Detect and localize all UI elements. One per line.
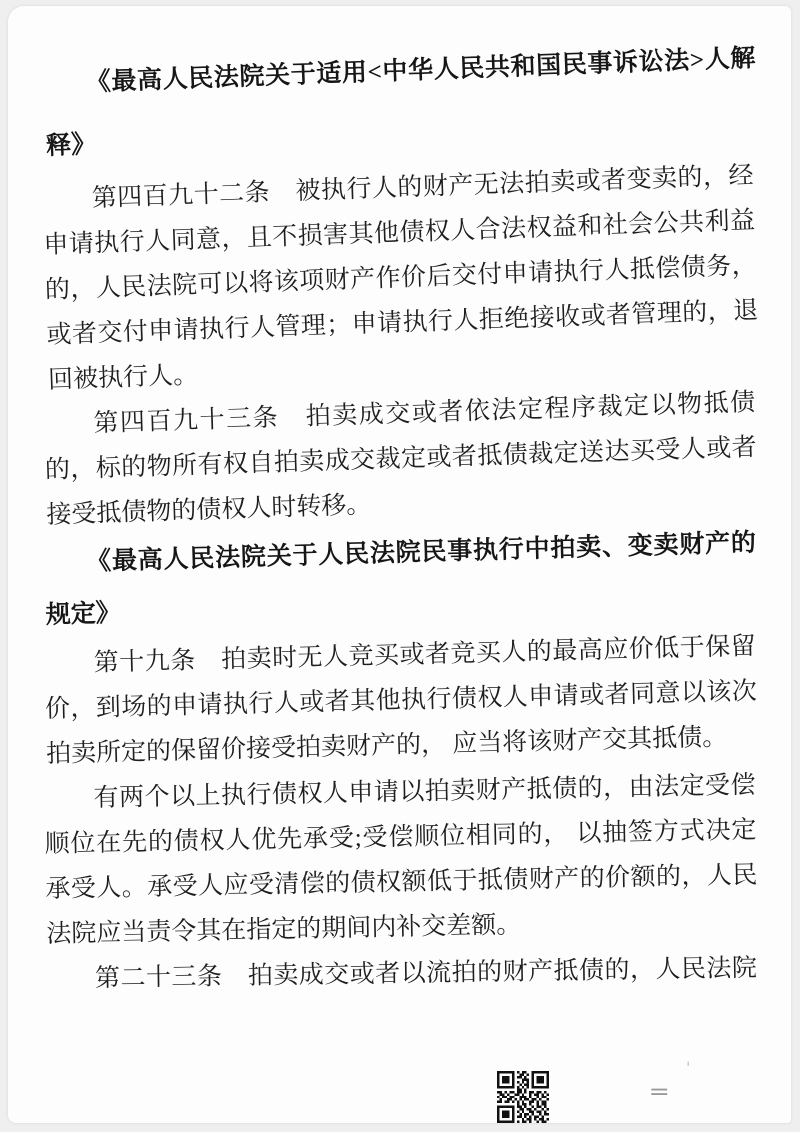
- stray-mark: ': [686, 1058, 691, 1077]
- document-paragraph: 第十九条 拍卖时无人竞买或者竞买人的最高应价低于保留价，到场的申请执行人或者其他执行债权人申请或者同意以该次拍卖所定的保留价接受拍卖财产的， 应当将该财产交其抵债。: [44, 633, 758, 768]
- document-paragraph: 第二十三条 拍卖成交或者以流拍的财产抵债的，人民法院: [94, 954, 758, 993]
- document-paragraph: 第四百九十二条 被执行人的财产无法拍卖或者变卖的，经申请执行人同意，且不损害其他债权人合法权益和社会公共利益的，人民法院可以将该项财产作价后交付申请执行人抵偿债务，或者交付申请执行人管理；申请执行人拒绝接收或者管理的，退回被执行人。: [42, 162, 759, 394]
- qr-code: [497, 1071, 549, 1123]
- document-paragraph: 第四百九十三条 拍卖成交或者依法定程序裁定以物抵债的，标的物所有权自拍卖成交裁定或者抵债裁定送达买受人或者接受抵债物的债权人时转移。: [44, 389, 758, 529]
- document-heading: 《最高人民法院关于人民法院民事执行中拍卖、变卖财产的规定》: [45, 529, 757, 629]
- document-page: [8, 6, 791, 1123]
- document-body: [42, 44, 759, 1002]
- equals-mark: =: [648, 1080, 670, 1105]
- document-paragraph: 有两个以上执行债权人申请以拍卖财产抵债的，由法定受偿顺位在先的债权人优先承受;受偿顺位相同的， 以抽签方式决定承受人。承受人应受清偿的债权额低于抵债财产的价额的，人民法院应当责令其在指定的期间内补交差额。: [44, 771, 758, 948]
- document-heading: 《最高人民法院关于适用<中华人民共和国民事诉讼法>人解释》: [45, 44, 756, 160]
